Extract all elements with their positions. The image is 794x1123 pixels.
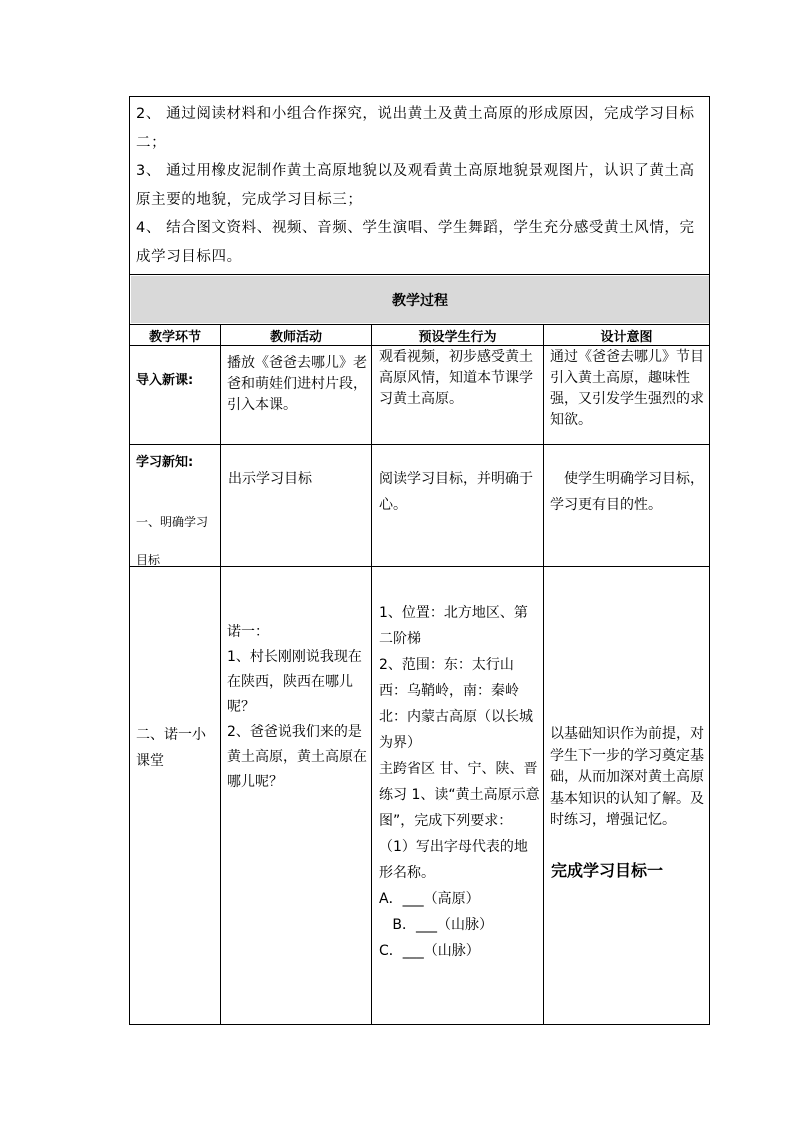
row1-stage: 导入新课: [136,373,194,388]
col-header-intent: 设计意图 [600,329,653,345]
intro-objectives [136,100,706,271]
row2-student: 阅读学习目标，并明确于心。 [379,471,533,513]
row2-teacher: 出示学习目标 [228,471,312,487]
row2-intent: 使学生明确学习目标，学习更有目的性。 [550,471,704,513]
col-header-teacher: 教师活动 [269,329,322,345]
row1-student: 观看视频，初步感受黄土高原风情，知道本节课学习黄土高原。 [379,349,533,407]
table-border-right [709,96,710,1025]
line-above-process [129,274,710,275]
row3-student: 1、位置：北方地区、第二阶梯 2、范围：东：太行山 西：乌鞘岭，南：秦岭 北：内蒙古高原（以长城为界） 主跨省区 甘、宁、陕、晋 练习 1、读“黄土高原示意图”，完成下列要求： （1）写出字母代表的地形名称。 A．___（高原） B．___（山脉） C．___（山脉） [379,605,540,959]
col-header-stage: 教学环节 [148,329,201,345]
table-border-left [129,96,130,1025]
line-row2-bottom [129,566,710,567]
row3-stage: 二、诺一小课堂 [136,727,206,769]
col-header-student: 预设学生行为 [418,329,497,345]
row1-teacher: 播放《爸爸去哪儿》老爸和萌娃们进村片段，引入本课。 [227,355,367,413]
col-divider-2 [371,325,372,1025]
intro-item-4: 4、 结合图文资料、视频、音频、学生演唱、学生舞蹈，学生充分感受黄土风情，完成学习目标四。 [136,220,695,265]
col-divider-1 [220,325,221,1025]
process-title: 教学过程 [131,276,709,323]
row3-intent: 以基础知识作为前提，对学生下一步的学习奠定基础，从而加深对黄土高原基本知识的认知了解。及时练习，增强记忆。 [550,726,704,828]
intro-item-3: 3、 通过用橡皮泥制作黄土高原地貌以及观看黄土高原地貌景观图片，认识了黄土高原主要的地貌，完成学习目标三； [136,163,695,208]
intro-item-2: 2、 通过阅读材料和小组合作探究，说出黄土及黄土高原的形成原因，完成学习目标二； [136,106,695,151]
line-below-header [129,345,710,346]
row3-intent-emphasis: 完成学习目标一 [551,861,664,880]
row3-teacher: 诺一： 1、村长刚刚说我现在在陕西，陕西在哪儿呢？ 2、爸爸说我们来的是黄土高原，黄土高原在哪儿呢？ [227,624,367,790]
table-border-bottom [129,1024,710,1025]
row2-stage-title: 学习新知: [136,455,194,470]
table-border-top [129,96,710,97]
row2-stage-sub: 一、明确学习目标 [136,515,209,567]
row1-intent: 通过《爸爸去哪儿》节目引入黄土高原，趣味性强，又引发学生强烈的求知欲。 [550,349,704,428]
line-row1-bottom [129,444,710,445]
col-divider-3 [543,325,544,1025]
